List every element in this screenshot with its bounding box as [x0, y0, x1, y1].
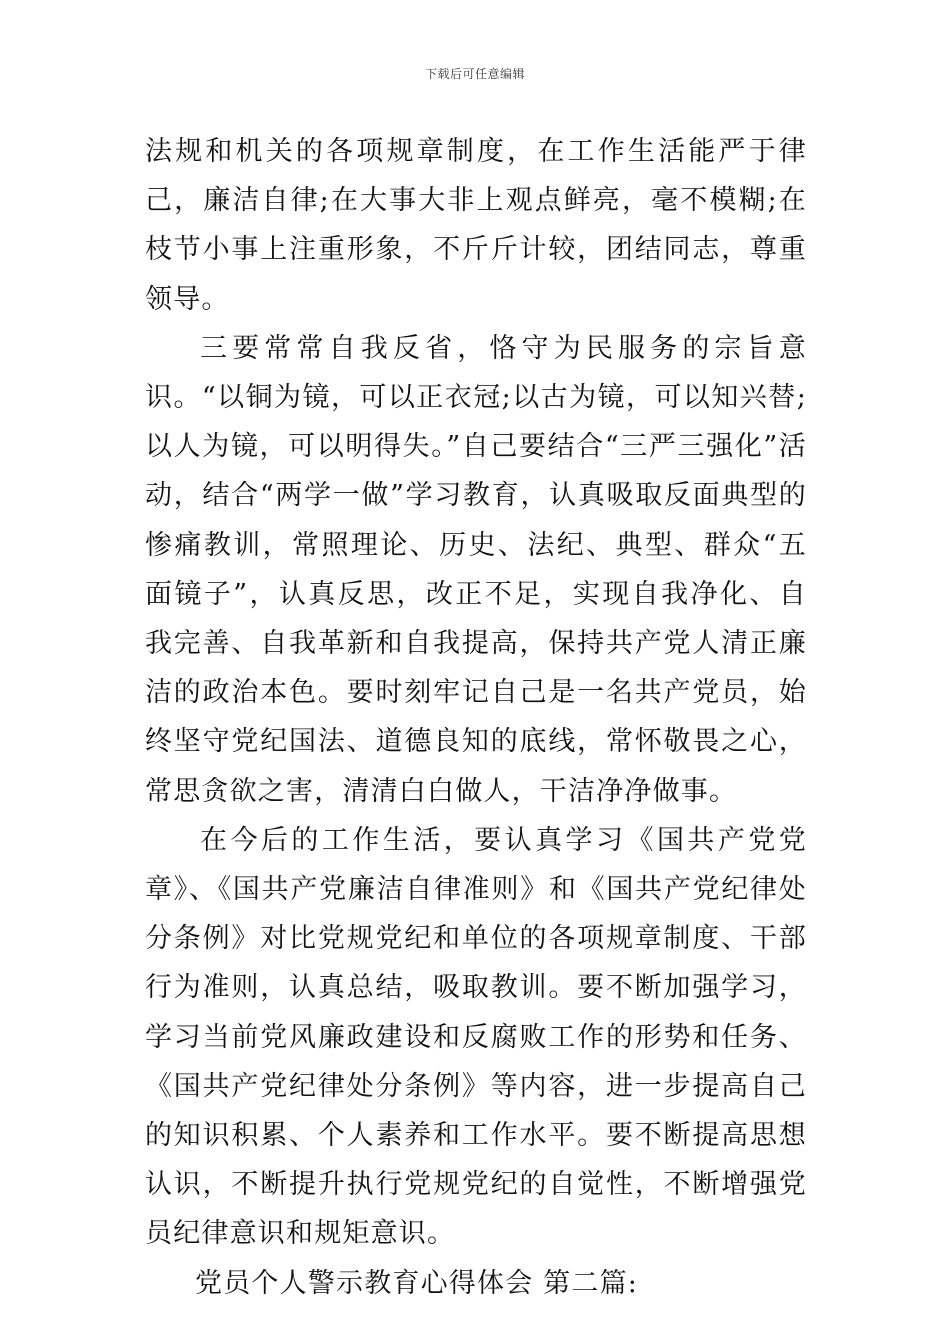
paragraph-future-work: 在今后的工作生活，要认真学习《国共产党党章》、《国共产党廉洁自律准则》和《国共产党纪律处分条例》对比党规党纪和单位的各项规章制度、干部行为准则，认真总结，吸取教训。要不断加强学习，学习当前党风廉政建设和反腐败工作的形势和任务、《国共产党纪律处分条例》等内容，进一步提高自己的知识积累、个人素养和工作水平。要不断提高思想认识，不断提升执行党规党纪的自觉性，不断增强党员纪律意识和规矩意识。 [145, 824, 807, 1250]
section-heading: 党员个人警示教育心得体会 第二篇: [195, 1267, 639, 1299]
paragraph-continuation: 法规和机关的各项规章制度，在工作生活能严于律己，廉洁自律;在大事大非上观点鲜亮，毫不模糊;在枝节小事上注重形象，不斤斤计较，团结同志，尊重领导。 [145, 136, 807, 315]
page-header-note: 下载后可任意编辑 [424, 67, 525, 81]
paragraph-self-reflection: 三要常常自我反省，恪守为民服务的宗旨意识。“以铜为镜，可以正衣冠;以古为镜，可以知兴替;以人为镜，可以明得失。”自己要结合“三严三强化”活动，结合“两学一做”学习教育，认真吸取反面典型的惨痛教训，常照理论、历史、法纪、典型、群众“五面镜子”，认真反思，改正不足，实现自我净化、自我完善、自我革新和自我提高，保持共产党人清正廉洁的政治本色。要时刻牢记自己是一名共产党员，始终坚守党纪国法、道德良知的底线，常怀敬畏之心，常思贪欲之害，清清白白做人，干洁净净做事。 [145, 332, 807, 807]
document-body [145, 127, 807, 1308]
